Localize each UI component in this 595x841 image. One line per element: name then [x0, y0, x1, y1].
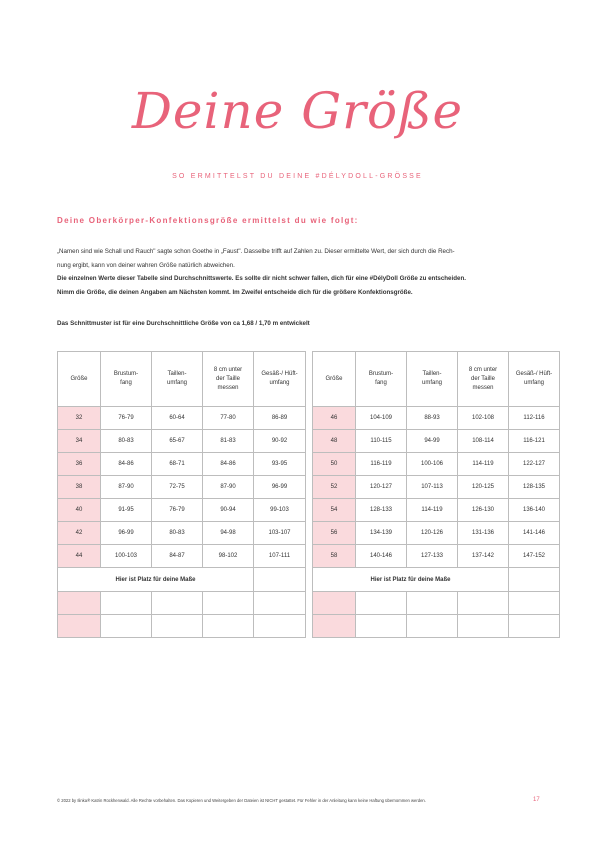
size-table-left — [57, 351, 306, 638]
table-row — [313, 545, 560, 568]
table-row — [313, 522, 560, 545]
bust-cell: 76-79 — [101, 407, 152, 430]
size-cell: 44 — [58, 545, 101, 568]
size-cell: 32 — [58, 407, 101, 430]
hip-cell: 128-135 — [509, 476, 560, 499]
table-row — [313, 430, 560, 453]
bust-cell: 120-127 — [356, 476, 407, 499]
hip-cell: 90-92 — [254, 430, 306, 453]
size-cell: 36 — [58, 453, 101, 476]
size-cell: 46 — [313, 407, 356, 430]
hip-cell: 103-107 — [254, 522, 306, 545]
table-row — [58, 499, 306, 522]
table-row — [313, 407, 560, 430]
empty-measure-row — [313, 615, 560, 638]
below-waist-cell: 114-119 — [458, 453, 509, 476]
waist-cell: 114-119 — [407, 499, 458, 522]
empty-cell[interactable] — [509, 592, 560, 615]
size-cell: 40 — [58, 499, 101, 522]
empty-cell[interactable] — [152, 615, 203, 638]
bust-cell: 91-95 — [101, 499, 152, 522]
hip-cell: 112-116 — [509, 407, 560, 430]
bust-cell: 96-99 — [101, 522, 152, 545]
below-waist-cell: 84-86 — [203, 453, 254, 476]
below-waist-cell: 126-130 — [458, 499, 509, 522]
below-waist-cell: 81-83 — [203, 430, 254, 453]
empty-cell[interactable] — [509, 568, 560, 592]
empty-cell[interactable] — [356, 592, 407, 615]
bust-cell: 134-139 — [356, 522, 407, 545]
empty-cell[interactable] — [407, 615, 458, 638]
table-row — [58, 430, 306, 453]
waist-cell: 80-83 — [152, 522, 203, 545]
below-waist-cell: 94-98 — [203, 522, 254, 545]
size-cell: 42 — [58, 522, 101, 545]
size-cell: 48 — [313, 430, 356, 453]
size-cell: 56 — [313, 522, 356, 545]
hip-cell: 99-103 — [254, 499, 306, 522]
waist-cell: 107-113 — [407, 476, 458, 499]
below-waist-cell: 98-102 — [203, 545, 254, 568]
empty-cell[interactable] — [203, 615, 254, 638]
below-waist-cell: 137-142 — [458, 545, 509, 568]
waist-cell: 120-126 — [407, 522, 458, 545]
bust-cell: 104-109 — [356, 407, 407, 430]
empty-measure-row — [58, 592, 306, 615]
bust-cell: 140-146 — [356, 545, 407, 568]
placeholder-row — [58, 568, 306, 592]
header-size: Größe — [313, 352, 356, 407]
empty-cell[interactable] — [254, 592, 306, 615]
placeholder-label: Hier ist Platz für deine Maße — [58, 568, 254, 592]
intro-line: „Namen sind wie Schall und Rauch" sagte schon Goethe in „Faust". Dasselbe trifft auf Zahlen zu. Dieser ermittelte Wert, der sich durch die Rech- — [57, 248, 455, 255]
table-row — [313, 476, 560, 499]
header-below-waist: 8 cm unter der Taille messen — [203, 352, 254, 407]
page-number: 17 — [533, 797, 540, 803]
below-waist-cell: 102-108 — [458, 407, 509, 430]
header-hip: Gesäß-/ Hüft- umfang — [254, 352, 306, 407]
page-subtitle: SO ERMITTELST DU DEINE #DÉLYDOLL-GRÖSSE — [172, 173, 423, 180]
empty-cell[interactable] — [101, 615, 152, 638]
size-cell: 52 — [313, 476, 356, 499]
empty-cell[interactable] — [152, 592, 203, 615]
hip-cell: 116-121 — [509, 430, 560, 453]
table-header-row — [58, 352, 306, 407]
hip-cell: 86-89 — [254, 407, 306, 430]
pattern-note: Das Schnittmuster ist für eine Durchschnittliche Größe von ca 1,68 / 1,70 m entwickelt — [57, 320, 310, 327]
placeholder-label: Hier ist Platz für deine Maße — [313, 568, 509, 592]
size-cell: 38 — [58, 476, 101, 499]
empty-cell[interactable] — [101, 592, 152, 615]
waist-cell: 100-106 — [407, 453, 458, 476]
bust-cell: 87-90 — [101, 476, 152, 499]
intro-line-bold: Die einzelnen Werte dieser Tabelle sind Durchschnittswerte. Es sollte dir nicht schwer fallen, dich für eine #DélyDoll Größe zu entscheiden. — [57, 275, 466, 283]
empty-cell[interactable] — [407, 592, 458, 615]
size-cell: 58 — [313, 545, 356, 568]
hip-cell: 107-111 — [254, 545, 306, 568]
table-row — [313, 499, 560, 522]
intro-paragraph — [57, 245, 547, 299]
hip-cell: 96-99 — [254, 476, 306, 499]
intro-line-bold: Nimm die Größe, die deinen Angaben am Nächsten kommt. Im Zweifel entscheide dich für die größere Konfektionsgröße. — [57, 288, 413, 296]
waist-cell: 72-75 — [152, 476, 203, 499]
bust-cell: 80-83 — [101, 430, 152, 453]
below-waist-cell: 120-125 — [458, 476, 509, 499]
waist-cell: 94-99 — [407, 430, 458, 453]
empty-cell[interactable] — [458, 615, 509, 638]
empty-cell[interactable] — [356, 615, 407, 638]
waist-cell: 84-87 — [152, 545, 203, 568]
size-table-right — [312, 351, 560, 638]
copyright-footer: © 2022 by Ilinka® Katrin Rockhenwald. Alle Rechte vorbehalten. Das Kopieren und Weitergeben der Dateien ist NICHT gestattet. Für Fehler in der Anleitung kann keine Haftung übernommen werden. — [57, 798, 426, 803]
section-heading: Deine Oberkörper-Konfektionsgröße ermittelst du wie folgt: — [57, 216, 359, 225]
header-size: Größe — [58, 352, 101, 407]
waist-cell: 65-67 — [152, 430, 203, 453]
bust-cell: 84-86 — [101, 453, 152, 476]
below-waist-cell: 87-90 — [203, 476, 254, 499]
empty-measure-row — [58, 615, 306, 638]
header-bust: Brustum- fang — [356, 352, 407, 407]
table-row — [58, 545, 306, 568]
empty-cell[interactable] — [254, 568, 306, 592]
below-waist-cell: 90-94 — [203, 499, 254, 522]
size-cell: 50 — [313, 453, 356, 476]
bust-cell: 110-115 — [356, 430, 407, 453]
header-waist: Taillen- umfang — [152, 352, 203, 407]
empty-cell[interactable] — [313, 592, 356, 615]
placeholder-row — [313, 568, 560, 592]
table-row — [58, 407, 306, 430]
waist-cell: 76-79 — [152, 499, 203, 522]
below-waist-cell: 77-80 — [203, 407, 254, 430]
intro-line: nung ergibt, kann von deiner wahren Größe natürlich abweichen. — [57, 261, 235, 269]
hip-cell: 147-152 — [509, 545, 560, 568]
bust-cell: 116-119 — [356, 453, 407, 476]
table-header-row — [313, 352, 560, 407]
hip-cell: 122-127 — [509, 453, 560, 476]
hip-cell: 136-140 — [509, 499, 560, 522]
waist-cell: 60-64 — [152, 407, 203, 430]
empty-cell[interactable] — [58, 615, 101, 638]
hip-cell: 141-146 — [509, 522, 560, 545]
header-below-waist: 8 cm unter der Taille messen — [458, 352, 509, 407]
empty-cell[interactable] — [509, 615, 560, 638]
empty-cell[interactable] — [203, 592, 254, 615]
header-bust: Brustum- fang — [101, 352, 152, 407]
bust-cell: 128-133 — [356, 499, 407, 522]
below-waist-cell: 108-114 — [458, 430, 509, 453]
size-cell: 34 — [58, 430, 101, 453]
waist-cell: 68-71 — [152, 453, 203, 476]
table-row — [58, 522, 306, 545]
empty-cell[interactable] — [58, 592, 101, 615]
empty-cell[interactable] — [254, 615, 306, 638]
table-row — [58, 453, 306, 476]
table-row — [58, 476, 306, 499]
page-title: Deine Größe — [131, 82, 464, 140]
header-hip: Gesäß-/ Hüft- umfang — [509, 352, 560, 407]
hip-cell: 93-95 — [254, 453, 306, 476]
table-row — [313, 453, 560, 476]
bust-cell: 100-103 — [101, 545, 152, 568]
empty-cell[interactable] — [458, 592, 509, 615]
below-waist-cell: 131-136 — [458, 522, 509, 545]
size-cell: 54 — [313, 499, 356, 522]
waist-cell: 127-133 — [407, 545, 458, 568]
empty-cell[interactable] — [313, 615, 356, 638]
waist-cell: 88-93 — [407, 407, 458, 430]
empty-measure-row — [313, 592, 560, 615]
header-waist: Taillen- umfang — [407, 352, 458, 407]
